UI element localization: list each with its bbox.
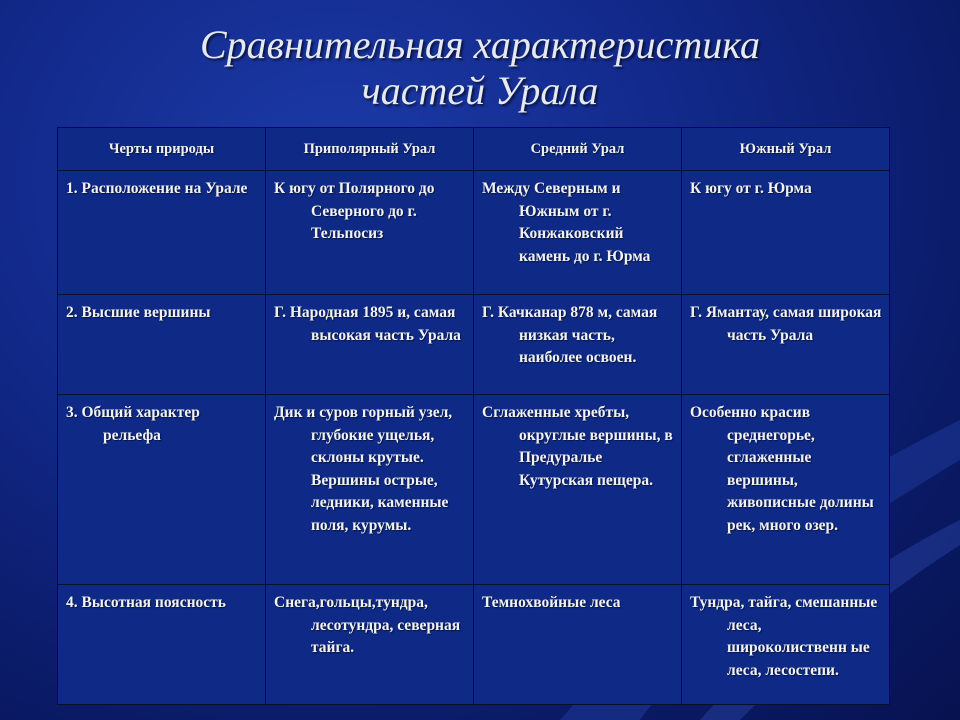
page-title — [0, 22, 960, 114]
comparison-table — [57, 127, 890, 705]
table-cell: Дик и суров горный узел, глубокие ущелья, склоны крутые. Вершины острые, ледники, каменные поля, курумы. — [266, 395, 474, 585]
table-row — [58, 295, 890, 395]
table-cell: К югу от Полярного до Северного до г. Тельпосиз — [266, 171, 474, 295]
table-cell: Тундра, тайга, смешанные леса, широколиственн ые леса, лесостепи. — [682, 585, 890, 705]
header-nature-features: Черты природы — [58, 128, 266, 171]
header-subpolar-ural: Приполярный Урал — [266, 128, 474, 171]
table-cell: 3. Общий характер рельефа — [58, 395, 266, 585]
table-row — [58, 395, 890, 585]
table-cell: 2. Высшие вершины — [58, 295, 266, 395]
table-cell: К югу от г. Юрма — [682, 171, 890, 295]
table-header-row — [58, 128, 890, 171]
table-row — [58, 585, 890, 705]
header-southern-ural: Южный Урал — [682, 128, 890, 171]
table-cell: Г. Ямантау, самая широкая часть Урала — [682, 295, 890, 395]
table-row — [58, 171, 890, 295]
header-middle-ural: Средний Урал — [474, 128, 682, 171]
table-cell: Темнохвойные леса — [474, 585, 682, 705]
table-cell: 1. Расположение на Урале — [58, 171, 266, 295]
title-line-2: частей Урала — [361, 68, 599, 113]
title-line-1: Сравнительная характеристика — [199, 22, 761, 67]
table-cell: Снега,гольцы,тундра, лесотундра, северная тайга. — [266, 585, 474, 705]
table-cell: Между Северным и Южным от г. Конжаковский камень до г. Юрма — [474, 171, 682, 295]
table-cell: Г. Народная 1895 и, самая высокая часть Урала — [266, 295, 474, 395]
table-cell: Особенно красив среднегорье, сглаженные вершины, живописные долины рек, много озер. — [682, 395, 890, 585]
table-cell: Г. Качканар 878 м, самая низкая часть, наиболее освоен. — [474, 295, 682, 395]
table-cell: Сглаженные хребты, округлые вершины, в Предуралье Кутурская пещера. — [474, 395, 682, 585]
table-cell: 4. Высотная поясность — [58, 585, 266, 705]
